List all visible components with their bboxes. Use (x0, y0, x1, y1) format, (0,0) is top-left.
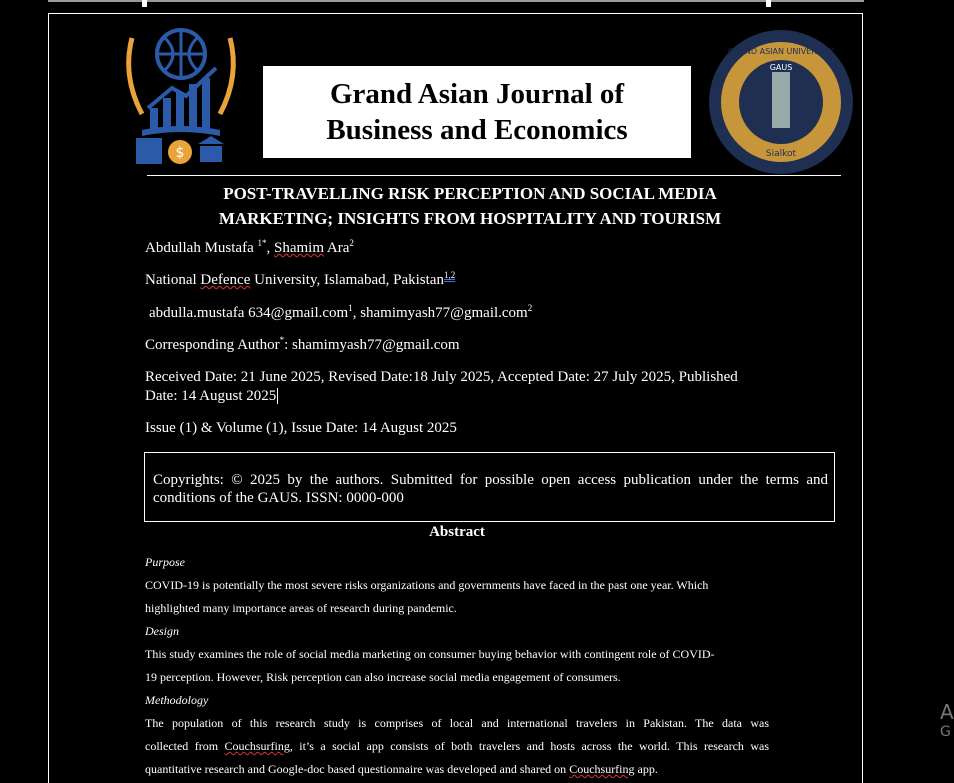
ruler-line (48, 0, 864, 2)
affiliation-line (145, 270, 455, 289)
author-name: Shamim (273, 240, 324, 256)
text-span: Couchsurfing (569, 762, 635, 776)
ruler-right-marker[interactable] (766, 0, 771, 7)
design-heading: Design (145, 624, 179, 638)
author-name: Abdullah Mustafa (145, 240, 254, 256)
text-span: quantitative research and Google-doc based questionnaire was developed and shared on (145, 762, 570, 776)
text-span: collected from (145, 739, 225, 753)
author-surname: Ara (324, 240, 350, 256)
journal-title-box (263, 66, 691, 158)
dates-line1: Received Date: 21 June 2025, Revised Date:18 July 2025, Accepted Date: 27 July 2025, Published (145, 369, 738, 385)
methodology-text (145, 735, 769, 758)
seal-abbr: GAUS (769, 63, 793, 72)
university-seal-icon (706, 30, 856, 175)
journal-title-line2: Business and Economics (326, 114, 628, 146)
email-sup: 2 (527, 303, 533, 313)
email[interactable]: abdulla.mustafa 634@gmail.com (149, 305, 349, 321)
abstract-body (145, 551, 769, 781)
corresponding-author-line (145, 335, 460, 354)
author-sup: 2 (349, 238, 354, 248)
purpose-text: COVID-19 is potentially the most severe risks organizations and governments have faced in the past one year. Which (145, 578, 709, 592)
design-text: This study examines the role of social media marketing on consumer buying behavior with contingent role of COVID- (145, 647, 715, 661)
journal-title-line1: Grand Asian Journal of (329, 78, 625, 110)
methodology-text (145, 758, 769, 781)
corr-label: Corresponding Author (145, 337, 280, 353)
author-sup: 1* (257, 238, 267, 248)
ruler-indent-marker[interactable] (142, 0, 147, 7)
seal-city: Sialkot (765, 149, 797, 159)
journal-logo-icon (120, 26, 242, 166)
text-span: app. (634, 762, 658, 776)
affil-text: Defence (200, 272, 251, 288)
email-sup: 1 (348, 303, 353, 313)
paper-title (147, 181, 793, 231)
email[interactable]: shamimyash77@gmail.com (360, 305, 528, 321)
design-text: 19 perception. However, Risk perception can also increase social media engagement of consumers. (145, 670, 621, 684)
corr-sup: * (279, 335, 285, 345)
seal-text: GRAND ASIAN UNIVERSITY (728, 47, 834, 56)
corr-email[interactable]: : shamimyash77@gmail.com (284, 337, 460, 353)
affil-text: National (145, 272, 201, 288)
abstract-heading: Abstract (429, 524, 485, 540)
dates-block (145, 368, 738, 406)
methodology-heading: Methodology (145, 693, 209, 707)
activation-watermark: A (940, 700, 954, 724)
affil-text: University, Islamabad, Pakistan (250, 272, 444, 288)
dates-line2: Date: 14 August 2025 (145, 388, 277, 404)
paper-title-line1: POST-TRAVELLING RISK PERCEPTION AND SOCIAL MEDIA (223, 184, 717, 203)
methodology-text: The population of this research study is comprises of local and international travelers in Pakistan. The data was (145, 716, 769, 730)
activation-watermark: G (940, 724, 951, 740)
copyright-box: Copyrights: © 2025 by the authors. Submitted for possible open access publication under the terms and conditions of the GAUS. ISSN: 0000-000 (144, 452, 835, 522)
text-cursor (277, 388, 278, 404)
text-span: , it’s a social app consists of both travelers and hosts across the world. This research was (289, 739, 769, 753)
affil-sup: 1,2 (443, 270, 456, 280)
svg-text:$: $ (175, 145, 185, 161)
paper-title-line2: MARKETING; INSIGHTS FROM HOSPITALITY AND TOURISM (218, 209, 722, 228)
issue-line: Issue (1) & Volume (1), Issue Date: 14 August 2025 (145, 420, 457, 436)
authors-line: Abdullah Mustafa $^{1*}$, Shamim Ara$^2$ (145, 238, 354, 256)
emails-line: abdulla.mustafa 634@gmail.com$^1$, shamimyash77@gmail.com$^2$ (149, 303, 533, 321)
text-span: Couchsurfing (224, 739, 290, 753)
header-divider (147, 175, 841, 176)
purpose-text: highlighted many importance areas of research during pandemic. (145, 601, 457, 615)
purpose-heading: Purpose (145, 555, 185, 569)
